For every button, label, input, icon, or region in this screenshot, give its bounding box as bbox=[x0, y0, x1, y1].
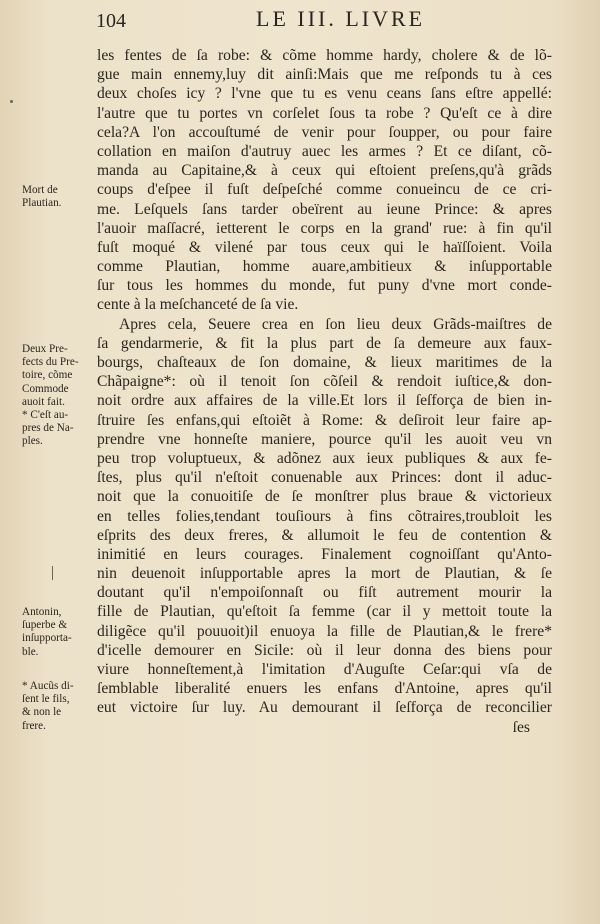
note-line: ſuperbe & bbox=[22, 619, 68, 632]
note-line: Plautian. bbox=[22, 197, 62, 210]
margin-note-antonin bbox=[22, 606, 94, 659]
text-line: nin deuenoit inſupportable apres la mort de Plautian, & ſe bbox=[97, 565, 552, 583]
margin-note-death-of-plautian bbox=[22, 184, 94, 210]
catchword: ſes bbox=[512, 718, 530, 736]
note-line: * C'eſt au- bbox=[22, 409, 69, 422]
text-line: les fentes de ſa robe: & cõme homme hardy, cholere & de lõ- bbox=[97, 47, 552, 64]
text-line: manda au Capitaine,& à ceux qui eſtoient preſens,qu'à grãds bbox=[97, 162, 552, 180]
margin-mark bbox=[52, 566, 53, 580]
text-line: ſtes, plus qu'il n'eſtoit conuenable aux Princes: dont il aduc- bbox=[97, 469, 552, 487]
note-line: * Aucũs di- bbox=[22, 680, 74, 692]
text-line: me. Leſquels ſans tarder obeïrent au ieune Prince: & apres bbox=[97, 200, 552, 218]
text-line: eſprits des deux freres, & allumoit le feu de contention & bbox=[97, 526, 552, 544]
note-line: Antonin, bbox=[22, 606, 62, 618]
page-number: 104 bbox=[96, 10, 126, 32]
text-line: ſa gendarmerie, & fit la plus part de ſa demeure aux faux- bbox=[97, 334, 552, 352]
text-line: deux choſes icy ? l'vne que tu es venu ceans ſans eſtre appellé: bbox=[97, 85, 552, 103]
note-line: toire, cõme bbox=[22, 369, 73, 382]
text-line: bourgs, chaſteaux de ſon domaine, & lieux maritimes de la bbox=[97, 354, 552, 371]
text-line: ſemblable liberalité enuers les enfans d'Antoine, apres qu'il bbox=[97, 680, 552, 698]
note-line: Deux Pre- bbox=[22, 343, 68, 355]
text-line: prendre vne honneſte maniere, pource qu'il les auoit veu vn bbox=[97, 430, 552, 448]
note-line: auoit fait. bbox=[22, 395, 65, 408]
note-line: frere. bbox=[22, 719, 46, 732]
text-line: peu trop voluptueux, & adõnez aux ieux publiques & aux fe- bbox=[97, 449, 552, 467]
paragraph-start-line: Apres cela, Seuere crea en ſon lieu deux Grãds-maiſtres de bbox=[119, 315, 552, 333]
text-line: noit ordre aux affaires de la ville.Et lors il ſeſforça de bien in- bbox=[97, 392, 552, 410]
note-line: Mort de bbox=[22, 184, 58, 196]
note-line: Commode bbox=[22, 382, 69, 395]
text-line: d'icelle demourer en Sicile: où il leur donna des biens pour bbox=[97, 641, 552, 659]
text-line: eut victoire ſur luy. Au demourant il ſeſforça de reconcilier bbox=[97, 699, 552, 717]
text-line: cente à la meſchanceté de ſa vie. bbox=[97, 296, 299, 314]
note-line: ſent le fils, bbox=[22, 693, 70, 706]
margin-note-son-not-brother bbox=[22, 680, 94, 733]
text-line: gue main ennemy,luy dit ainſi:Mais que me reſponds tu à ces bbox=[97, 66, 552, 84]
body-text bbox=[97, 46, 552, 737]
text-line: doutant qu'il n'empoiſonnaſt ou fiſt autrement mourir la bbox=[97, 584, 552, 602]
note-line: pres de Na- bbox=[22, 422, 74, 435]
text-line: collation en maiſon d'autruy auec les armes ? Et ce diſant, cõ- bbox=[97, 142, 552, 160]
text-line: coups d'eſpee il fuſt deſpeſché comme conueincu de ce cri- bbox=[97, 181, 552, 199]
text-line: ſtruire ſes enfans,qui eſtoiẽt à Rome: & deſiroit leur faire ap- bbox=[97, 411, 552, 429]
text-line: fuſt moqué & vilené par tous ceux qui le haïſſoient. Voila bbox=[97, 238, 552, 256]
text-line: l'autre que tu portes vn corſelet ſous ta robe ? Qu'eſt ce à dire bbox=[97, 104, 552, 122]
note-line: inſupporta- bbox=[22, 632, 72, 645]
note-line: ble. bbox=[22, 645, 39, 658]
text-line: en telles folies,tendant touſiours à fins cõtraires,troubloit les bbox=[97, 507, 552, 525]
text-line: fille de Plautian, qu'eſtoit ſa femme (car il y mettoit toute la bbox=[97, 603, 552, 621]
text-line: comme Plautian, homme auare,ambitieux & inſupportable bbox=[97, 258, 552, 276]
text-line: viure honneſtement,à l'imitation d'Auguſte Ceſar:qui vſa de bbox=[97, 661, 552, 678]
text-line: l'auoir maſſacré, ietterent le corps en la grand' rue: à fin qu'il bbox=[97, 219, 552, 237]
running-title: LE III. LIVRE bbox=[256, 6, 426, 31]
text-line: noit que la conuoitiſe de ſe monſtrer plus braue & victorieux bbox=[97, 488, 552, 506]
text-line: cela?A l'on accouſtumé de venir pour ſoupper, ou pour faire bbox=[97, 123, 552, 141]
text-line: diligẽce qu'il pouuoit)il enuoya la fille de Plautian,& le frere* bbox=[97, 622, 552, 640]
ink-speck bbox=[10, 100, 13, 103]
margin-note-praetorian-prefects bbox=[22, 343, 94, 449]
text-line: ſur tous les hommes du monde, fut puny d'vne mort conde- bbox=[97, 277, 552, 295]
note-line: & non le bbox=[22, 706, 62, 719]
text-line: inimitié en leurs courages. Finalement cognoiſſant qu'Anto- bbox=[97, 545, 552, 563]
page-header bbox=[96, 6, 556, 38]
note-line: ples. bbox=[22, 435, 43, 448]
text-line: Chãpaigne*: où il tenoit ſon cõſeil & rendoit iuſtice,& don- bbox=[97, 373, 552, 391]
note-line: fects du Pre- bbox=[22, 356, 79, 369]
